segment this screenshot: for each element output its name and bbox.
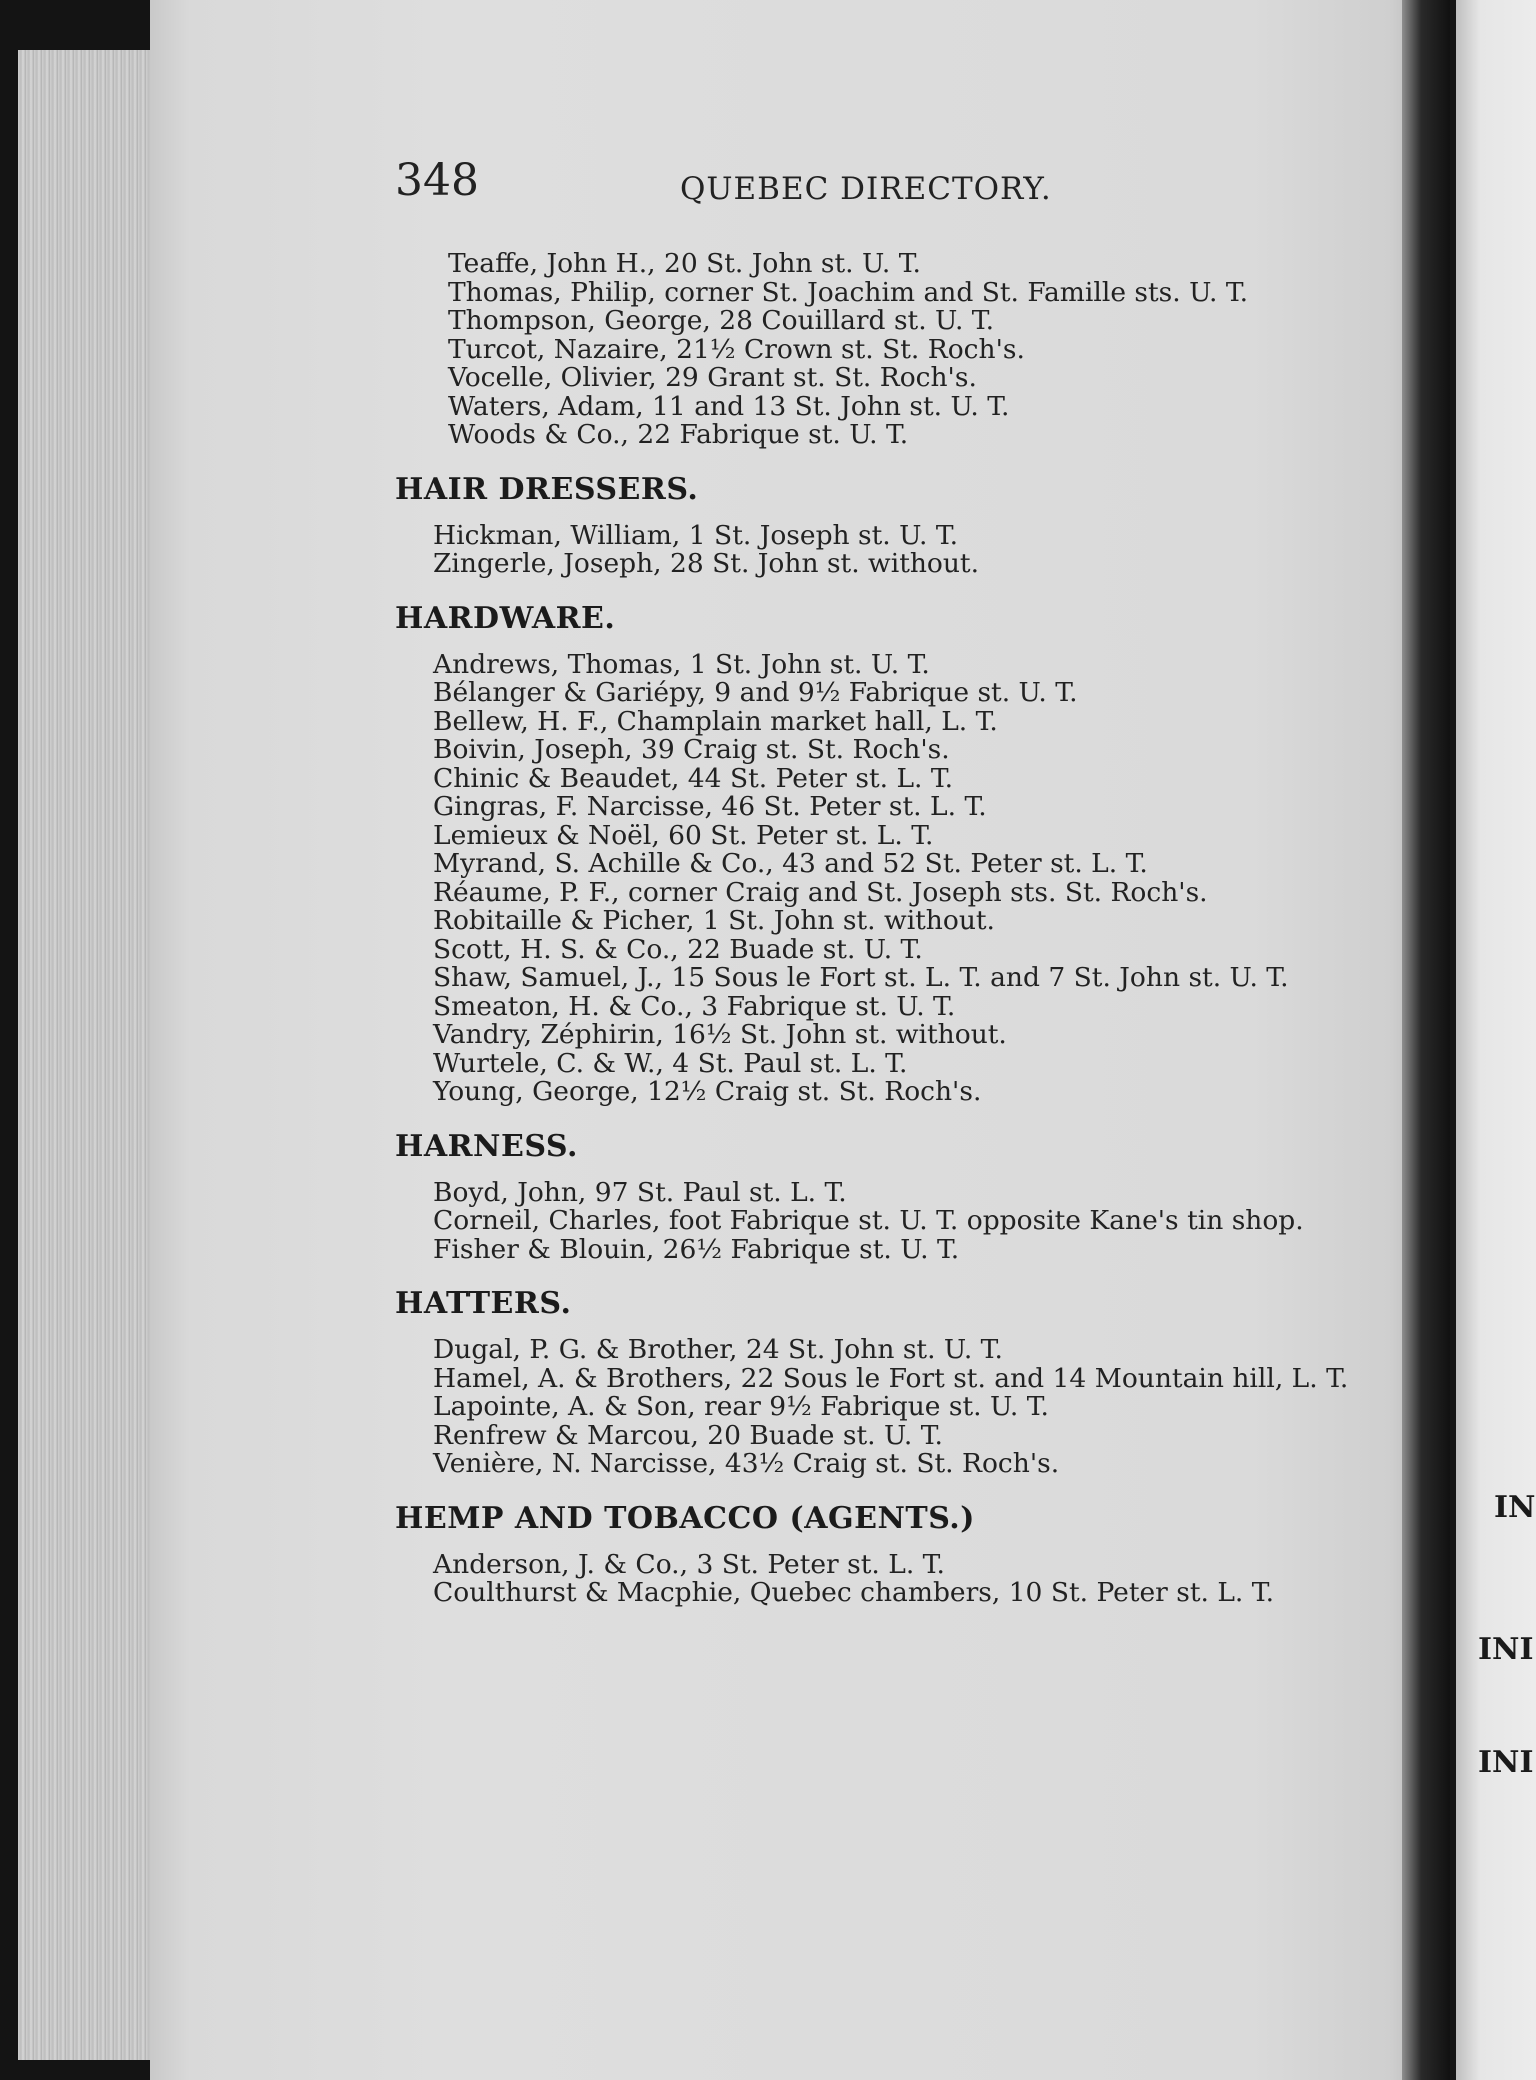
section-heading: HARNESS. bbox=[395, 1128, 578, 1164]
section-heading: HATTERS. bbox=[395, 1286, 572, 1321]
directory-entry: Shaw, Samuel, J., 15 Sous le Fort st. L. T. and 7 St. John st. U. T. bbox=[433, 962, 1289, 993]
directory-entry: Bellew, H. F., Champlain market hall, L. T. bbox=[433, 705, 998, 737]
directory-entry: Réaume, P. F., corner Craig and St. Joseph sts. St. Roch's. bbox=[433, 876, 1208, 908]
directory-entry: Young, George, 12½ Craig st. St. Roch's. bbox=[433, 1076, 982, 1107]
directory-entry: Turcot, Nazaire, 21½ Crown st. St. Roch's. bbox=[448, 333, 1025, 365]
facing-page-edge bbox=[1456, 0, 1536, 2080]
directory-entry: Hamel, A. & Brothers, 22 Sous le Fort st. and 14 Mountain hill, L. T. bbox=[433, 1362, 1349, 1394]
directory-entry: Vandry, Zéphirin, 16½ St. John st. without. bbox=[433, 1019, 1007, 1050]
directory-entry: Hickman, William, 1 St. Joseph st. U. T. bbox=[433, 519, 959, 551]
section-hemp-and-tobacco bbox=[385, 1501, 1375, 1608]
facing-page-fragment: INI bbox=[1478, 1632, 1534, 1667]
directory-entry: Dugal, P. G. & Brother, 24 St. John st. U. T. bbox=[433, 1334, 1003, 1365]
directory-entry: Coulthurst & Macphie, Quebec chambers, 10 St. Peter st. L. T. bbox=[433, 1577, 1274, 1608]
directory-entry: Anderson, J. & Co., 3 St. Peter st. L. T. bbox=[433, 1548, 945, 1580]
directory-entry: Boivin, Joseph, 39 Craig st. St. Roch's. bbox=[433, 734, 950, 765]
directory-entry: Waters, Adam, 11 and 13 St. John st. U. T. bbox=[448, 390, 1010, 422]
directory-entry: Wurtele, C. & W., 4 St. Paul st. L. T. bbox=[433, 1047, 908, 1079]
directory-entry: Boyd, John, 97 St. Paul st. L. T. bbox=[433, 1176, 847, 1208]
directory-entry: Chinic & Beaudet, 44 St. Peter st. L. T. bbox=[433, 762, 954, 794]
running-title: QUEBEC DIRECTORY. bbox=[680, 171, 1052, 207]
directory-entry: Fisher & Blouin, 26½ Fabrique st. U. T. bbox=[433, 1233, 960, 1265]
directory-entry: Thomas, Philip, corner St. Joachim and St. Famille sts. U. T. bbox=[448, 276, 1249, 308]
directory-entry: Robitaille & Picher, 1 St. John st. without. bbox=[433, 905, 995, 936]
section-heading: HAIR DRESSERS. bbox=[395, 471, 699, 507]
section-hair-dressers bbox=[385, 472, 1375, 579]
section-heading: HARDWARE. bbox=[395, 600, 616, 636]
section-hatters bbox=[385, 1286, 1375, 1479]
directory-entry: Woods & Co., 22 Fabrique st. U. T. bbox=[448, 419, 909, 450]
directory-entry: Vocelle, Olivier, 29 Grant st. St. Roch's. bbox=[448, 362, 977, 393]
directory-entry: Renfrew & Marcou, 20 Buade st. U. T. bbox=[433, 1419, 943, 1451]
section-hardware bbox=[385, 601, 1375, 1107]
directory-entry: Smeaton, H. & Co., 3 Fabrique st. U. T. bbox=[433, 990, 956, 1022]
directory-entry: Bélanger & Gariépy, 9 and 9½ Fabrique st. U. T. bbox=[433, 677, 1078, 708]
directory-entry: Myrand, S. Achille & Co., 43 and 52 St. Peter st. L. T. bbox=[433, 848, 1148, 879]
book-gutter bbox=[1402, 0, 1450, 2080]
page-header bbox=[395, 155, 1085, 215]
directory-entry: Scott, H. S. & Co., 22 Buade st. U. T. bbox=[433, 933, 923, 965]
directory-entry: Venière, N. Narcisse, 43½ Craig st. St. Roch's. bbox=[433, 1448, 1060, 1479]
directory-entry: Gingras, F. Narcisse, 46 St. Peter st. L. T. bbox=[433, 791, 987, 822]
directory-entry: Andrews, Thomas, 1 St. John st. U. T. bbox=[433, 648, 930, 680]
continued-entries bbox=[385, 250, 1375, 450]
directory-entry: Zingerle, Joseph, 28 St. John st. without. bbox=[433, 548, 980, 579]
section-harness bbox=[385, 1129, 1375, 1265]
facing-page-fragment: IN bbox=[1494, 1490, 1536, 1525]
directory-entry: Thompson, George, 28 Couillard st. U. T. bbox=[448, 305, 994, 336]
facing-page-fragment: INI bbox=[1478, 1745, 1534, 1780]
section-heading: HEMP AND TOBACCO (AGENTS.) bbox=[395, 1500, 975, 1536]
directory-entry: Lapointe, A. & Son, rear 9½ Fabrique st. U. T. bbox=[433, 1391, 1049, 1422]
page-number: 348 bbox=[395, 155, 479, 206]
directory-entry: Lemieux & Noël, 60 St. Peter st. L. T. bbox=[433, 819, 934, 851]
directory-entry: Corneil, Charles, foot Fabrique st. U. T. opposite Kane's tin shop. bbox=[433, 1205, 1304, 1236]
directory-entry: Teaffe, John H., 20 St. John st. U. T. bbox=[448, 248, 921, 279]
page-edges bbox=[18, 50, 168, 2060]
directory-content bbox=[385, 250, 1375, 1608]
